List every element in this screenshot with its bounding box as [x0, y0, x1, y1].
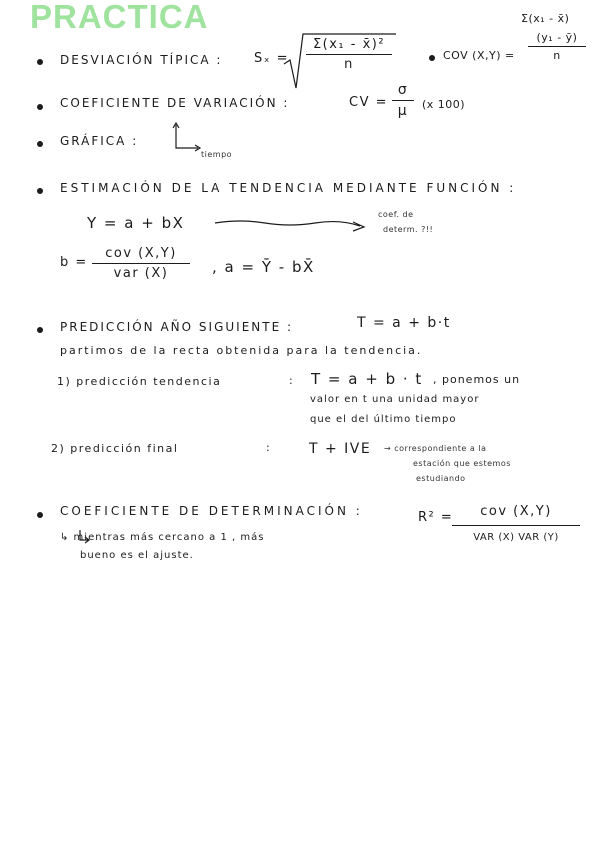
b-fraction	[92, 246, 190, 281]
wavy-arrow-icon	[215, 221, 364, 231]
bullet	[37, 59, 43, 65]
cv-numerator: σ	[397, 82, 409, 98]
b-lhs: b =	[60, 255, 88, 270]
estimacion-note-1: coef. de	[378, 210, 414, 219]
step1-text-1: , ponemos un	[433, 373, 521, 386]
bullet	[37, 512, 43, 518]
grafica-axis-label: tiempo	[201, 150, 233, 159]
step2-formula: T + IVE	[309, 441, 372, 457]
step1-formula: T = a + b · t	[311, 370, 423, 388]
cov-numerator-top: Σ(x₁ - x̄)	[521, 12, 570, 25]
fraction-bar	[452, 525, 580, 526]
step1-label: 1) predicción tendencia	[57, 375, 222, 388]
cov-fraction	[528, 31, 586, 62]
determinacion-note-1: ↳ mientras más cercano a 1 , más	[60, 532, 265, 543]
a-formula: , a = Ȳ - bX̄	[212, 258, 315, 276]
b-numerator: cov (X,Y)	[105, 246, 177, 261]
desviacion-symbol: Sₓ =	[254, 51, 290, 66]
page-title: PRACTICA	[30, 0, 209, 35]
r2-fraction	[452, 504, 580, 543]
desviacion-fraction	[306, 37, 392, 72]
grafica-label: GRÁFICA :	[60, 134, 139, 148]
step1-colon: :	[289, 374, 294, 387]
fraction-bar	[92, 263, 190, 264]
r2-lhs: R² =	[418, 510, 454, 525]
estimacion-label: ESTIMACIÓN DE LA TENDENCIA MEDIANTE FUNCIÓN :	[60, 181, 517, 195]
desviacion-denominator: n	[344, 57, 354, 72]
fraction-bar	[528, 46, 586, 47]
bullet	[37, 141, 43, 147]
step1-text-3: que el del último tiempo	[310, 414, 457, 425]
b-denominator: var (X)	[113, 266, 169, 281]
bullet	[429, 55, 435, 61]
fraction-bar	[306, 54, 392, 55]
cov-numerator-bottom: (y₁ - ȳ)	[536, 31, 578, 44]
step2-label: 2) predicción final	[51, 442, 179, 455]
bullet	[37, 188, 43, 194]
prediccion-intro: partimos de la recta obtenida para la tendencia.	[60, 344, 423, 357]
determinacion-note-2: bueno es el ajuste.	[80, 550, 194, 561]
cv-denominator: μ	[397, 103, 409, 119]
bullet	[37, 327, 43, 333]
estimacion-note-2: determ. ?!!	[383, 225, 434, 234]
prediccion-label: PREDICCIÓN AÑO SIGUIENTE :	[60, 320, 294, 334]
desviacion-label: DESVIACIÓN TÍPICA :	[60, 53, 223, 67]
cv-lhs: CV =	[349, 95, 388, 110]
desviacion-numerator: Σ(x₁ - x̄)²	[312, 37, 386, 52]
step2-note-1: → correspondiente a la	[384, 444, 487, 453]
step2-colon: :	[266, 441, 271, 454]
prediccion-formula: T = a + b·t	[357, 315, 451, 331]
bullet	[37, 104, 43, 110]
cv-fraction	[392, 82, 414, 119]
fraction-bar	[392, 100, 414, 101]
r2-numerator: cov (X,Y)	[480, 504, 552, 519]
r2-denominator: VAR (X) VAR (Y)	[473, 532, 559, 543]
estimacion-equation: Y = a + bX	[87, 214, 185, 232]
cov-denominator: n	[553, 49, 561, 62]
coef-variacion-label: COEFICIENTE DE VARIACIÓN :	[60, 96, 290, 110]
step2-note-3: estudiando	[416, 474, 466, 483]
cv-suffix: (x 100)	[422, 98, 466, 111]
step2-note-2: estación que estemos	[413, 459, 511, 468]
step1-text-2: valor en t una unidad mayor	[310, 394, 480, 405]
coef-determinacion-label: COEFICIENTE DE DETERMINACIÓN :	[60, 504, 363, 518]
graph-axes-icon	[173, 123, 200, 151]
cov-label: COV (X,Y) =	[443, 49, 515, 62]
